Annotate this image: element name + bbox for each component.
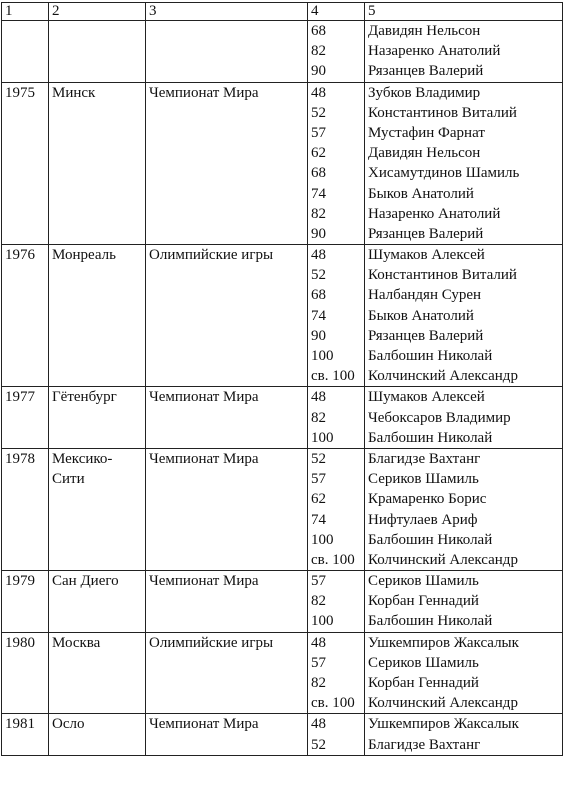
weight-category: 48 — [311, 634, 326, 651]
city-cell — [49, 448, 146, 570]
year-text: 1979 — [5, 573, 35, 590]
athlete-names-cell — [365, 387, 563, 449]
athlete-name: Шумаков Алексей — [368, 389, 485, 406]
athlete-name: Мустафин Фарнат — [368, 124, 485, 141]
athlete-name: Балбошин Николай — [368, 429, 493, 446]
weight-category: 74 — [311, 185, 326, 202]
event-text: Чемпионат Мира — [149, 389, 259, 406]
year-cell — [2, 21, 49, 83]
year-text: 1980 — [5, 634, 35, 651]
table-row — [2, 448, 563, 570]
athlete-name: Рязанцев Валерий — [368, 63, 484, 80]
weight-category: 100 — [311, 613, 334, 630]
athlete-name: Благидзе Вахтанг — [368, 450, 481, 467]
weight-category: 57 — [311, 573, 326, 590]
athlete-name: Колчинский Александр — [368, 695, 518, 712]
header-col-2: 2 — [49, 3, 146, 21]
year-cell — [2, 82, 49, 245]
weight-category-cell — [308, 632, 365, 714]
weight-category: 48 — [311, 389, 326, 406]
athlete-name: Константинов Виталий — [368, 267, 517, 284]
weight-category: 48 — [311, 247, 326, 264]
event-text: Олимпийские игры — [149, 634, 274, 651]
athlete-name: Сериков Шамиль — [368, 573, 479, 590]
weight-category: 48 — [311, 84, 326, 101]
header-col-4: 4 — [308, 3, 365, 21]
athlete-name: Балбошин Николай — [368, 348, 493, 364]
event-cell — [146, 448, 308, 570]
event-text: Чемпионат Мира — [149, 84, 259, 101]
year-cell — [2, 632, 49, 714]
city-cell — [49, 21, 146, 83]
weight-category: св. 100 — [311, 368, 355, 385]
header-row — [2, 3, 563, 21]
athlete-name: Давидян Нельсон — [368, 23, 481, 39]
athlete-name: Балбошин Николай — [368, 613, 493, 630]
weight-category: 74 — [311, 307, 326, 324]
weight-category: 57 — [311, 654, 326, 671]
athlete-name: Быков Анатолий — [368, 185, 474, 202]
weight-category-cell — [308, 448, 365, 570]
table-row — [2, 632, 563, 714]
city-text: Гётенбург — [52, 389, 117, 406]
athlete-names-cell — [365, 21, 563, 83]
weight-category: 82 — [311, 593, 326, 610]
city-text: Мексико- Сити — [52, 450, 113, 488]
event-text: Чемпионат Мира — [149, 450, 259, 467]
athlete-name: Корбан Геннадий — [368, 593, 479, 610]
event-text: Чемпионат Мира — [149, 716, 259, 733]
athlete-name: Налбандян Сурен — [368, 287, 482, 304]
event-cell — [146, 82, 308, 245]
weight-category: 82 — [311, 675, 326, 691]
weight-category: 68 — [311, 165, 326, 182]
table-row — [2, 21, 563, 83]
weight-category: 62 — [311, 491, 326, 508]
weight-category: св. 100 — [311, 551, 355, 568]
weight-category: 100 — [311, 429, 334, 446]
table-row — [2, 571, 563, 633]
year-text: 1977 — [5, 389, 35, 406]
year-cell — [2, 714, 49, 755]
weight-category: 100 — [311, 531, 334, 548]
weight-category-cell — [308, 571, 365, 633]
athlete-name: Рязанцев Валерий — [368, 225, 484, 242]
weight-category: 48 — [311, 716, 326, 733]
athlete-name: Сериков Шамиль — [368, 471, 479, 488]
city-text: Осло — [52, 716, 85, 733]
city-text: Сан Диего — [52, 573, 119, 590]
event-text: Олимпийские игры — [149, 247, 274, 264]
weight-category: 68 — [311, 287, 326, 304]
table-row — [2, 82, 563, 245]
athlete-name: Ушкемпиров Жаксалык — [368, 716, 519, 733]
city-text: Москва — [52, 634, 101, 651]
event-text: Чемпионат Мира — [149, 573, 259, 590]
year-cell — [2, 571, 49, 633]
weight-category: 52 — [311, 736, 326, 753]
city-cell — [49, 82, 146, 245]
athlete-name: Быков Анатолий — [368, 307, 474, 324]
athlete-name: Давидян Нельсон — [368, 145, 481, 162]
weight-category-cell — [308, 245, 365, 387]
athlete-name: Крамаренко Борис — [368, 491, 487, 508]
athlete-name: Рязанцев Валерий — [368, 327, 484, 344]
athlete-name: Хисамутдинов Шамиль — [368, 165, 520, 182]
weight-category: 52 — [311, 104, 326, 121]
event-cell — [146, 245, 308, 387]
header-col-5: 5 — [365, 3, 563, 21]
athlete-names-cell — [365, 632, 563, 714]
city-text: Монреаль — [52, 247, 116, 264]
year-text: 1981 — [5, 716, 35, 733]
athlete-name: Сериков Шамиль — [368, 654, 479, 671]
athlete-name: Благидзе Вахтанг — [368, 736, 481, 753]
weight-category: 57 — [311, 124, 326, 141]
city-cell — [49, 632, 146, 714]
event-cell — [146, 632, 308, 714]
athlete-name: Корбан Геннадий — [368, 675, 479, 691]
city-cell — [49, 714, 146, 755]
athlete-name: Колчинский Александр — [368, 368, 518, 385]
weight-category: св. 100 — [311, 695, 355, 712]
year-text: 1975 — [5, 84, 35, 101]
results-table — [1, 2, 563, 756]
weight-category-cell — [308, 82, 365, 245]
city-cell — [49, 387, 146, 449]
weight-category: 68 — [311, 23, 326, 39]
weight-category: 100 — [311, 348, 334, 364]
athlete-name: Ушкемпиров Жаксалык — [368, 634, 519, 651]
weight-category: 57 — [311, 471, 326, 488]
header-col-1: 1 — [2, 3, 49, 21]
results-table-body — [2, 3, 563, 756]
athlete-name: Назаренко Анатолий — [368, 43, 501, 60]
athlete-name: Нифтулаев Ариф — [368, 511, 478, 528]
weight-category: 62 — [311, 145, 326, 162]
event-cell — [146, 714, 308, 755]
athlete-name: Чебоксаров Владимир — [368, 409, 511, 426]
athlete-name: Зубков Владимир — [368, 84, 481, 101]
athlete-names-cell — [365, 82, 563, 245]
weight-category-cell — [308, 21, 365, 83]
athlete-name: Колчинский Александр — [368, 551, 518, 568]
city-cell — [49, 571, 146, 633]
athlete-name: Назаренко Анатолий — [368, 205, 501, 222]
event-cell — [146, 571, 308, 633]
year-cell — [2, 448, 49, 570]
event-cell — [146, 387, 308, 449]
weight-category: 90 — [311, 327, 326, 344]
event-cell — [146, 21, 308, 83]
city-cell — [49, 245, 146, 387]
year-text: 1976 — [5, 247, 35, 264]
table-row — [2, 245, 563, 387]
athlete-names-cell — [365, 245, 563, 387]
weight-category: 52 — [311, 450, 326, 467]
header-col-3: 3 — [146, 3, 308, 21]
table-row — [2, 714, 563, 755]
weight-category: 74 — [311, 511, 326, 528]
weight-category-cell — [308, 714, 365, 755]
athlete-names-cell — [365, 448, 563, 570]
year-text: 1978 — [5, 450, 35, 467]
year-cell — [2, 245, 49, 387]
athlete-names-cell — [365, 714, 563, 755]
athlete-name: Константинов Виталий — [368, 104, 517, 121]
weight-category-cell — [308, 387, 365, 449]
athlete-name: Шумаков Алексей — [368, 247, 485, 264]
weight-category: 82 — [311, 409, 326, 426]
table-row — [2, 387, 563, 449]
weight-category: 90 — [311, 225, 326, 242]
weight-category: 90 — [311, 63, 326, 80]
athlete-names-cell — [365, 571, 563, 633]
year-cell — [2, 387, 49, 449]
weight-category: 82 — [311, 205, 326, 222]
athlete-name: Балбошин Николай — [368, 531, 493, 548]
weight-category: 52 — [311, 267, 326, 284]
city-text: Минск — [52, 84, 96, 101]
weight-category: 82 — [311, 43, 326, 60]
